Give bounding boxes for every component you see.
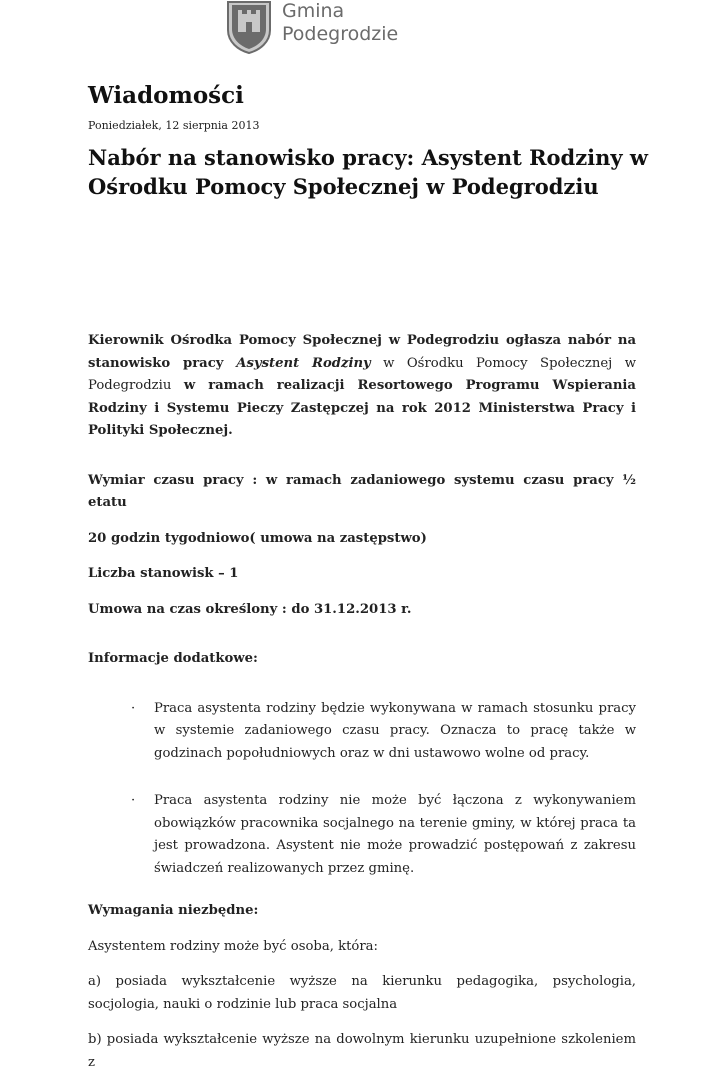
brand-line-1: Gmina (282, 0, 345, 22)
article-body (88, 330, 636, 1074)
intro-part3: w ramach realizacji Resortowego Programu Wspierania Rodziny i Systemu Pieczy Zastępczej na rok 2012 Ministerstwa Pracy i Polityki Społecznej. (88, 378, 636, 438)
requirement-b: b) posiada wykształcenie wyższe na dowolnym kierunku uzupełnione szkoleniem z (88, 1032, 636, 1070)
article-date: Poniedziałek, 12 sierpnia 2013 (88, 119, 260, 132)
brand-name[interactable] (282, 0, 398, 46)
requirements-intro: Asystentem rodziny może być osoba, która: (88, 938, 378, 954)
article-title: Nabór na stanowisko pracy: Asystent Rodziny w Ośrodku Pomocy Społecznej w Podegrodziu (88, 145, 648, 199)
bullet-icon: · (131, 793, 136, 808)
requirement-a: a) posiada wykształcenie wyższe na kierunku pedagogika, psychologia, socjologia, nauki o rodzinie lub praca socjalna (88, 974, 636, 1012)
positions-count: Liczba stanowisk – 1 (88, 566, 239, 581)
bullet-text-2: Praca asystenta rodziny nie może być łączona z wykonywaniem obowiązków pracownika socjalnego na terenie gminy, w której praca ta jest prowadzona. Asystent nie może prowadzić postępowań z zakresu świadczeń realizowanych przez gminę. (154, 793, 636, 876)
section-title: Wiadomości (88, 82, 244, 109)
list-item (88, 698, 636, 766)
intro-part1: Kierownik Ośrodka Pomocy Społecznej w Podegrodziu ogłasza nabór na stanowisko pracy (88, 333, 636, 371)
bullet-icon: · (131, 700, 136, 716)
hours: 20 godzin tygodniowo( umowa na zastępstwo) (88, 530, 427, 546)
contract: Umowa na czas określony : do 31.12.2013 r. (88, 601, 412, 617)
coat-of-arms-icon[interactable] (226, 0, 272, 54)
intro-part2: w Ośrodku Pomocy Społecznej w Podegrodziu (88, 355, 636, 393)
brand-line-2: Podegrodzie (282, 23, 399, 45)
site-header (226, 0, 398, 56)
additional-info-heading: Informacje dodatkowe: (88, 651, 258, 666)
requirements-heading: Wymagania niezbędne: (88, 903, 259, 918)
bullet-text-1: Praca asystenta rodziny będzie wykonywana w ramach stosunku pracy w systemie zadaniowego czasu pracy. Oznacza to pracę także w godzinach popołudniowych oraz w dni ustawowo wolne od pracy. (154, 700, 636, 761)
intro-paragraph (88, 330, 636, 443)
intro-position: Asystent Rodziny (236, 355, 371, 371)
work-time: Wymiar czasu pracy : w ramach zadaniowego systemu czasu pracy ½ etatu (88, 472, 636, 510)
list-item (88, 790, 636, 880)
